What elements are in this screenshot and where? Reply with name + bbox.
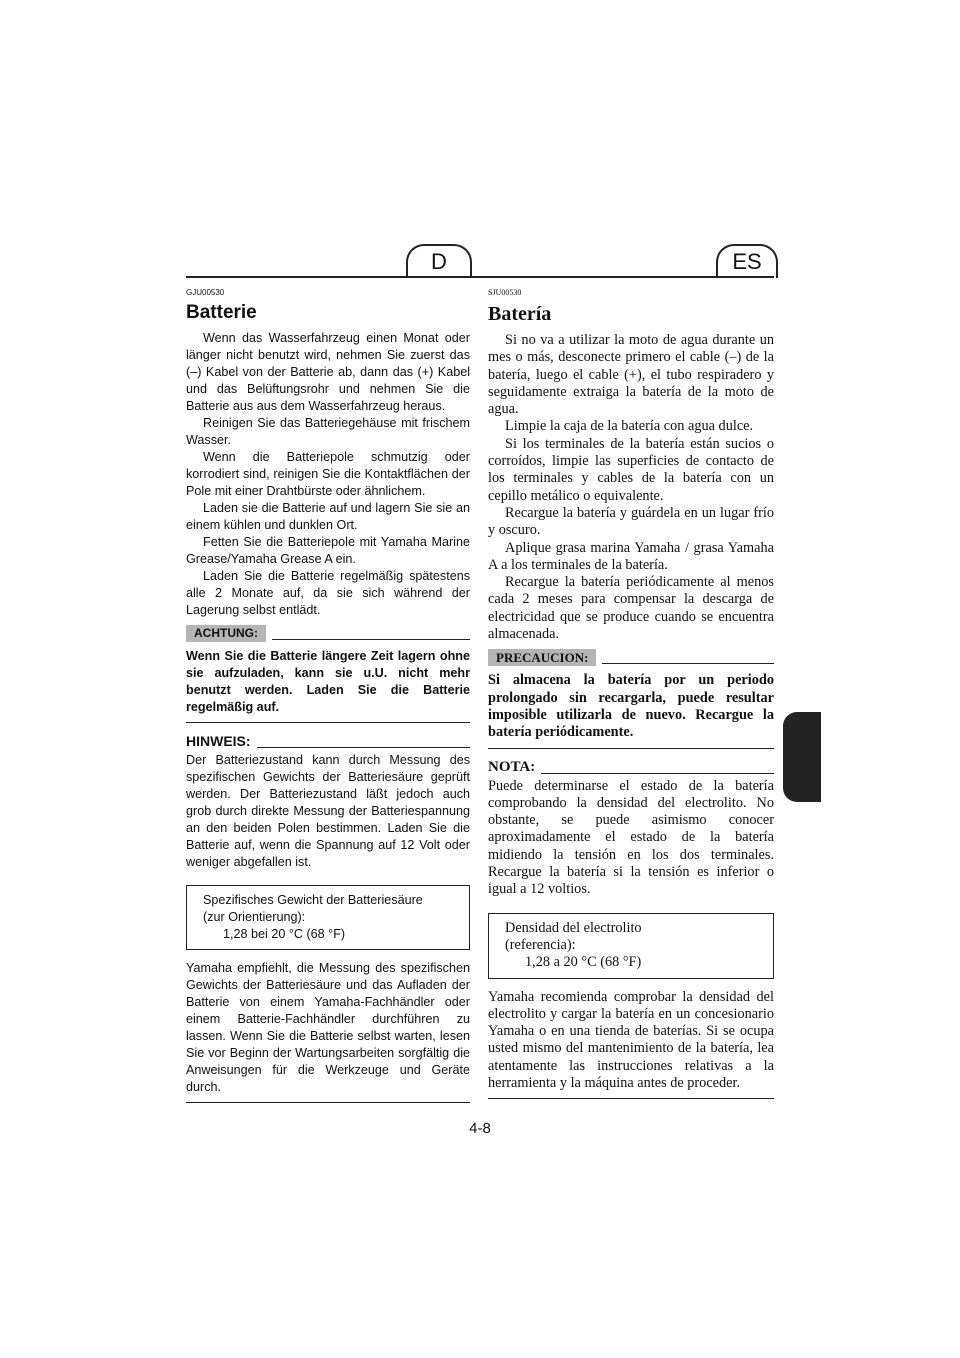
note-label: NOTA: xyxy=(488,758,536,775)
header-rule xyxy=(186,276,774,278)
spec-line: Spezifisches Gewicht der Batteriesäure xyxy=(203,893,423,907)
final-text: Yamaha recomienda comprobar la densidad del electrolito y cargar la batería en un concesionario Yamaha o en una tienda de baterías. Si se ocupa usted mismo del mantenimiento de la batería, lea atentamente las instrucciones relativas a la herramienta y la máquina antes de proceder. xyxy=(488,989,774,1100)
language-tab-spanish: ES xyxy=(716,244,778,278)
caution-text: Wenn Sie die Batterie längere Zeit lagern ohne sie aufzuladen, kann sie u.U. nicht mehr benutzt werden. Laden Sie die Batterie regelmäßig auf. xyxy=(186,648,470,723)
note-heading xyxy=(488,759,774,776)
section-code: GJU00530 xyxy=(186,288,225,297)
paragraph: Wenn das Wasserfahrzeug einen Monat oder länger nicht benutzt wird, nehmen Sie zuerst das (–) Kabel von der Batterie ab, dann das (+) Kabel und das Belüftungsrohr und nehmen Sie die Batterie aus aus dem Wasserfahrzeug heraus. xyxy=(186,331,470,413)
paragraph: Recargue la batería y guárdela en un lugar frío y oscuro. xyxy=(488,504,774,539)
paragraph: Laden sie die Batterie auf und lagern Sie sie an einem kühlen und dunklen Ort. xyxy=(186,501,470,532)
page-number: 4-8 xyxy=(469,1120,491,1137)
section-title: Batterie xyxy=(186,302,257,323)
caution-label: PRECAUCION: xyxy=(488,649,596,666)
paragraph: Laden Sie die Batterie regelmäßig spätestens alle 2 Monate auf, da sie sich während der Lagerung selbst entlädt. xyxy=(186,569,470,617)
caution-rule xyxy=(602,663,774,664)
caution-rule xyxy=(272,639,470,640)
chapter-side-tab xyxy=(783,712,821,802)
caution-heading xyxy=(186,625,470,642)
paragraph: Si no va a utilizar la moto de agua durante un mes o más, desconecte primero el cable (–) de la batería, luego el cable (+), el tubo respiradero y seguidamente extraiga la batería de la moto de agua. xyxy=(488,332,774,418)
caution-label: ACHTUNG: xyxy=(186,625,266,642)
note-text: Der Batteriezustand kann durch Messung des spezifischen Gewichts der Batteriesäure geprüft werden. Der Batteriezustand läßt jedoch auch grob durch direkte Messung der Batteriespannung an den beiden Polen bestimmen. Laden Sie die Batterie auf, wenn die Spannung auf 12 Volt oder weniger abgefallen ist. xyxy=(186,753,470,869)
note-rule xyxy=(257,747,470,748)
paragraph: Recargue la batería periódicamente al menos cada 2 meses para compensar la descarga de electricidad que se produce cuando se encuentra almacenada. xyxy=(488,574,774,643)
section-code: SJU00530 xyxy=(488,288,522,297)
paragraph: Si los terminales de la batería están sucios o corroídos, limpie las superficies de contacto de los terminales y cables de la batería con un cepillo metálico o equivalente. xyxy=(488,435,774,504)
section-title: Batería xyxy=(488,303,552,325)
german-column xyxy=(186,288,470,1103)
spec-line: (referencia): xyxy=(505,936,576,953)
caution-text: Si almacena la batería por un periodo prolongado sin recargarla, puede resultar imposible utilizarla de nuevo. Recargue la batería periódicamente. xyxy=(488,672,774,748)
spec-line: Densidad del electrolito xyxy=(505,919,642,936)
final-text: Yamaha empfiehlt, die Messung des spezifischen Gewichts der Batteriesäure und das Aufladen der Batterie von einem Yamaha-Fachhändler oder einem Batterie-Fachhändler durchführen zu lassen. Wenn Sie die Batterie selbst warten, lesen Sie vor Beginn der Wartungsarbeiten sorgfältig die Anweisungen für die Werkzeuge und Geräte durch. xyxy=(186,960,470,1103)
caution-heading xyxy=(488,649,774,666)
paragraph: Fetten Sie die Batteriepole mit Yamaha Marine Grease/Yamaha Grease A ein. xyxy=(186,535,470,566)
paragraph: Reinigen Sie das Batteriegehäuse mit frischem Wasser. xyxy=(186,416,470,447)
note-rule xyxy=(541,773,774,774)
specification-box xyxy=(186,885,470,950)
paragraph: Wenn die Batteriepole schmutzig oder korrodiert sind, reinigen Sie die Kontaktflächen der Pole mit einer Drahtbürste oder ähnlichem. xyxy=(186,450,470,498)
note-text: Puede determinarse el estado de la batería comprobando la densidad del electrolito. No obstante, se puede asimismo conocer aproximadamente el estado de la batería midiendo la tensión en los dos terminales. Recargue la batería si la tensión es inferior o igual a 12 voltios. xyxy=(488,777,774,898)
note-label: HINWEIS: xyxy=(186,733,251,749)
paragraph: Limpie la caja de la batería con agua dulce. xyxy=(505,418,754,435)
language-tab-german: D xyxy=(406,244,472,278)
spec-value: 1,28 bei 20 °C (68 °F) xyxy=(223,927,346,941)
spec-value: 1,28 a 20 °C (68 °F) xyxy=(525,954,642,971)
paragraph: Aplique grasa marina Yamaha / grasa Yamaha A a los terminales de la batería. xyxy=(488,539,774,573)
spanish-column xyxy=(488,288,774,1099)
specification-box xyxy=(488,913,774,979)
note-heading xyxy=(186,733,470,750)
spec-line: (zur Orientierung): xyxy=(203,910,306,924)
